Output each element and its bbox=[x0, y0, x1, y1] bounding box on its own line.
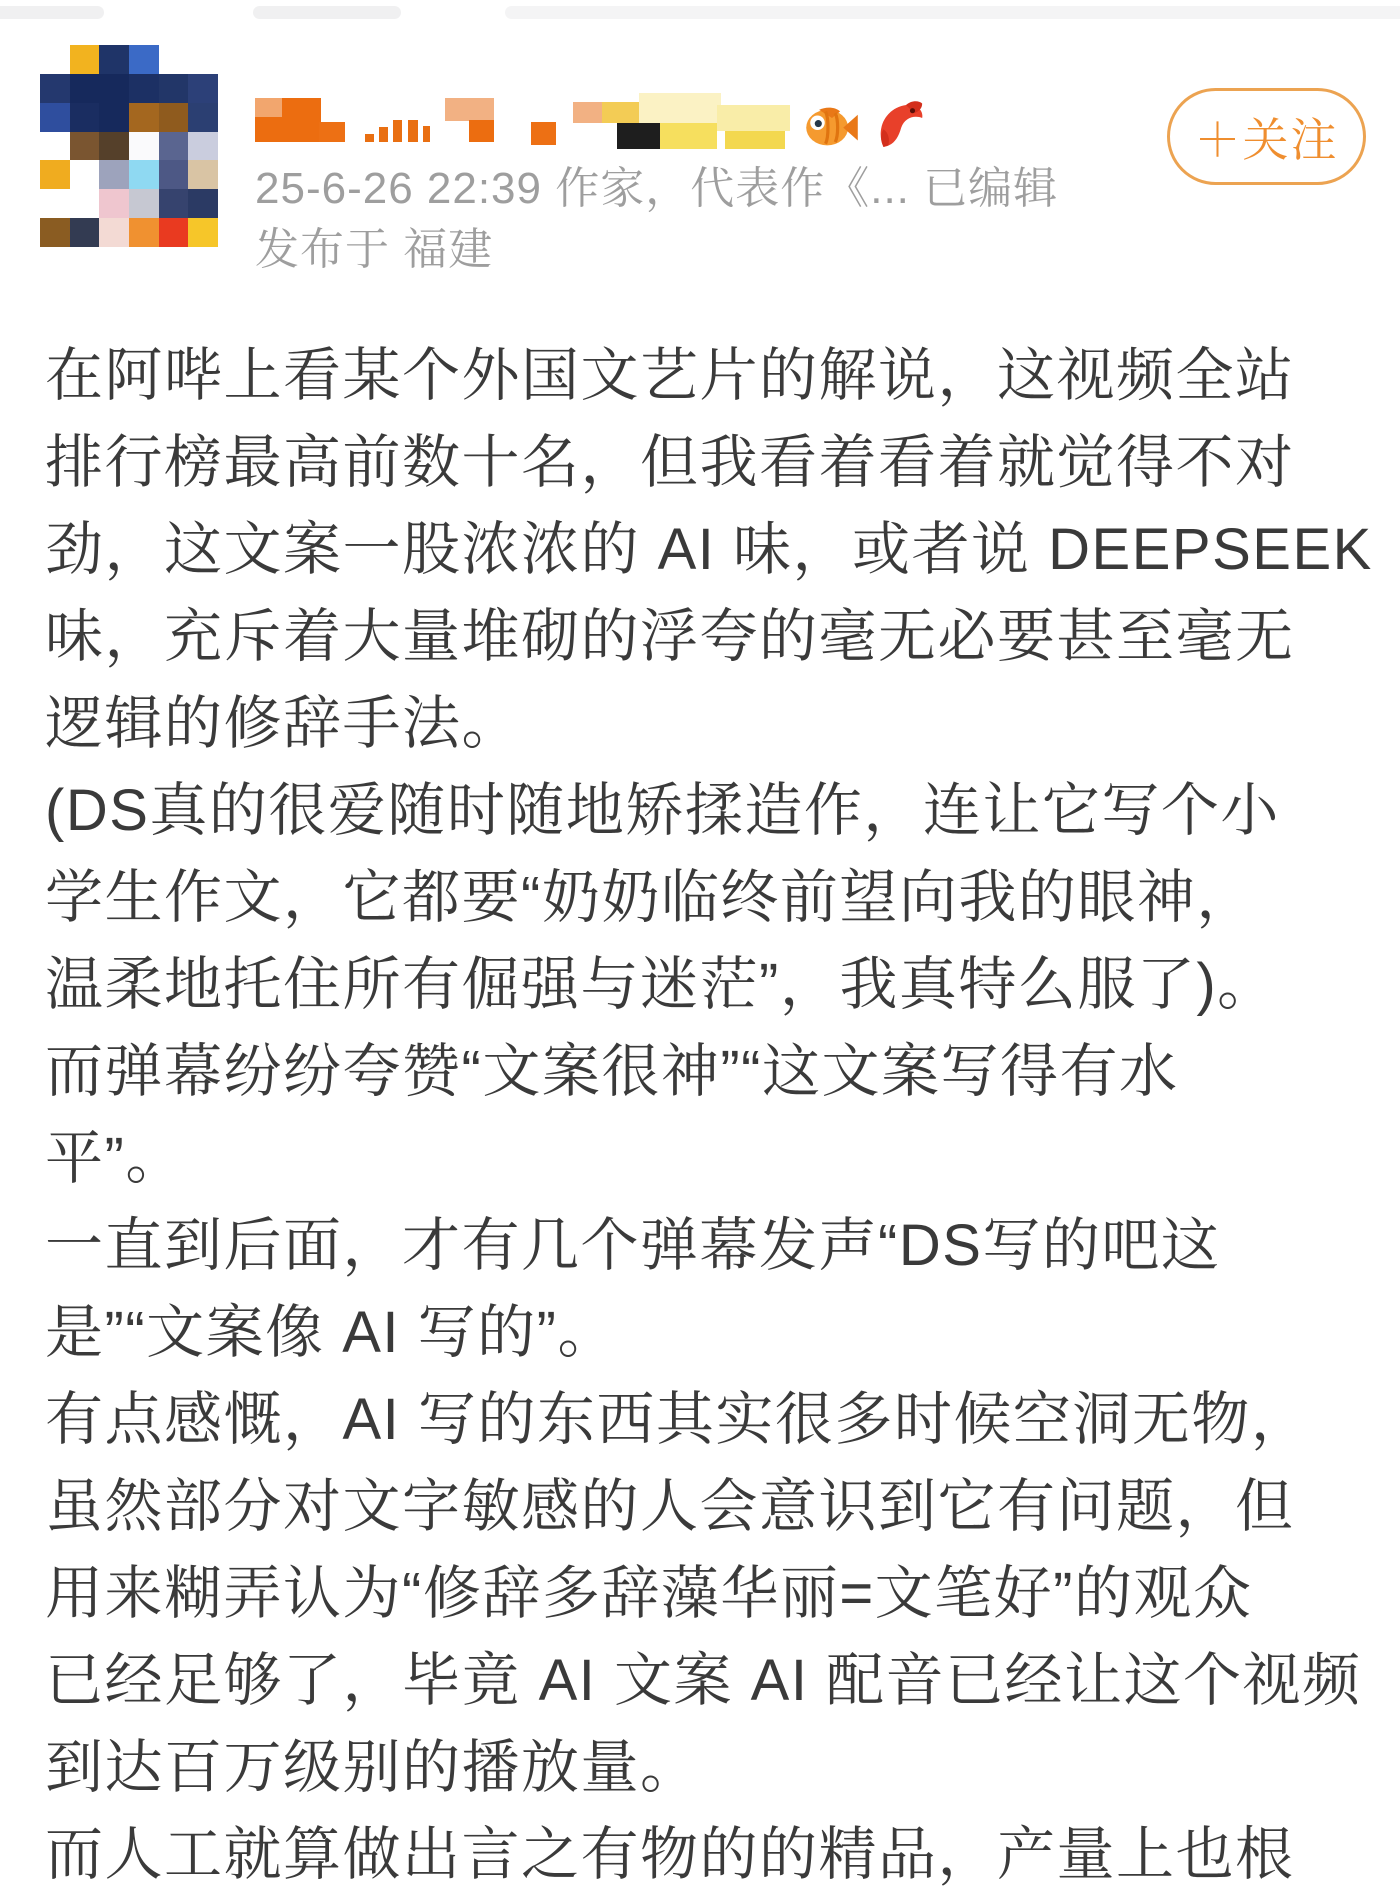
avatar-mosaic-cell bbox=[40, 103, 70, 132]
avatar-mosaic-cell bbox=[70, 45, 100, 74]
post-text-line: 已经足够了，毕竟 AI 文案 AI 配音已经让这个视频 bbox=[45, 1648, 1362, 1713]
avatar-mosaic-cell bbox=[129, 218, 159, 247]
red-fish-emoji-icon bbox=[869, 97, 927, 155]
avatar-mosaic-cell bbox=[129, 189, 159, 218]
avatar-mosaic-cell bbox=[159, 218, 189, 247]
avatar-mosaic-cell bbox=[99, 189, 129, 218]
cropped-top-bar-segment bbox=[505, 6, 1400, 19]
post-text-line: 学生作文，它都要“奶奶临终前望向我的眼神， bbox=[45, 865, 1256, 930]
avatar-mosaic-cell bbox=[70, 103, 100, 132]
post-text-line: 温柔地托住所有倔强与迷茫”，我真特么服了)。 bbox=[45, 952, 1277, 1017]
avatar-mosaic-cell bbox=[129, 74, 159, 103]
avatar-mosaic-cell bbox=[99, 218, 129, 247]
post-text-line: 虽然部分对文字敏感的人会意识到它有问题，但 bbox=[45, 1474, 1295, 1539]
cropped-top-bar-segment bbox=[253, 6, 401, 19]
post-body bbox=[45, 332, 1375, 1898]
post-text-line: 而弹幕纷纷夸赞“文案很神”“这文案写得有水 bbox=[45, 1039, 1179, 1104]
avatar-mosaic-cell bbox=[70, 160, 100, 189]
username-censor-block bbox=[725, 131, 785, 149]
avatar-mosaic-cell bbox=[40, 45, 70, 74]
avatar-mosaic-cell bbox=[70, 132, 100, 161]
tropical-fish-emoji-icon bbox=[803, 97, 861, 155]
username-censor-block bbox=[319, 122, 345, 142]
username-censor-block bbox=[617, 123, 660, 149]
avatar-mosaic-cell bbox=[188, 218, 218, 247]
avatar-mosaic-cell bbox=[70, 218, 100, 247]
username-censor-block bbox=[445, 98, 494, 121]
username-censor-block bbox=[408, 120, 418, 142]
post-location: 发布于 福建 bbox=[255, 225, 494, 274]
cropped-top-bar-segment bbox=[0, 6, 104, 19]
avatar-mosaic-cell bbox=[159, 132, 189, 161]
avatar-mosaic-cell bbox=[159, 160, 189, 189]
post-text-line: 平”。 bbox=[45, 1126, 185, 1191]
username-censor-block bbox=[660, 123, 717, 149]
avatar-mosaic-cell bbox=[129, 45, 159, 74]
avatar-mosaic-cell bbox=[40, 218, 70, 247]
avatar-mosaic-cell bbox=[159, 74, 189, 103]
post-text-line: 一直到后面，才有几个弹幕发声“DS写的吧这 bbox=[45, 1213, 1221, 1278]
username-censor-block bbox=[469, 120, 494, 142]
avatar-mosaic-cell bbox=[129, 103, 159, 132]
avatar-mosaic-cell bbox=[188, 103, 218, 132]
username-censor-block bbox=[602, 102, 639, 123]
avatar-mosaic-cell bbox=[188, 189, 218, 218]
avatar-mosaic-cell bbox=[129, 160, 159, 189]
avatar-mosaic-cell bbox=[159, 45, 189, 74]
post-text-line: 到达百万级别的播放量。 bbox=[45, 1735, 700, 1800]
avatar[interactable] bbox=[40, 45, 218, 247]
avatar-mosaic-cell bbox=[188, 74, 218, 103]
post-text-line: 逻辑的修辞手法。 bbox=[45, 691, 522, 756]
avatar-mosaic-cell bbox=[129, 132, 159, 161]
username-censor-block bbox=[531, 122, 556, 145]
avatar-mosaic-cell bbox=[159, 189, 189, 218]
avatar-mosaic-cell bbox=[70, 189, 100, 218]
post-text-line: 用来糊弄认为“修辞多辞藻华丽=文笔好”的观众 bbox=[45, 1561, 1253, 1626]
avatar-mosaic-cell bbox=[99, 74, 129, 103]
follow-button[interactable]: ＋关注 bbox=[1167, 88, 1366, 185]
username[interactable] bbox=[255, 77, 965, 163]
avatar-mosaic-cell bbox=[70, 74, 100, 103]
post-text-line: (DS真的很爱随时随地矫揉造作，连让它写个小 bbox=[45, 778, 1280, 843]
avatar-mosaic-cell bbox=[99, 103, 129, 132]
avatar-mosaic-cell bbox=[40, 189, 70, 218]
post-text-line: 劲，这文案一股浓浓的 AI 味，或者说 DEEPSEEK bbox=[45, 517, 1373, 582]
username-censor-block bbox=[393, 120, 402, 142]
avatar-mosaic-cell bbox=[188, 160, 218, 189]
username-censor-block bbox=[379, 127, 388, 142]
username-censor-block bbox=[255, 98, 282, 117]
post-timestamp-source: 25-6-26 22:39 作家，代表作《... 已编辑 bbox=[255, 164, 1059, 213]
post-text-line: 而人工就算做出言之有物的的精品，产量上也根 bbox=[45, 1822, 1295, 1887]
avatar-mosaic-cell bbox=[40, 160, 70, 189]
post-text-line: 有点感慨，AI 写的东西其实很多时候空洞无物， bbox=[45, 1387, 1311, 1452]
username-censor-block bbox=[573, 102, 602, 123]
username-censor-block bbox=[423, 126, 430, 142]
username-censor-block bbox=[639, 93, 721, 123]
avatar-mosaic-cell bbox=[99, 132, 129, 161]
post-text-line: 味，充斥着大量堆砌的浮夸的毫无必要甚至毫无 bbox=[45, 604, 1295, 669]
avatar-mosaic-cell bbox=[99, 45, 129, 74]
username-censor-block bbox=[365, 134, 374, 142]
avatar-mosaic-cell bbox=[188, 45, 218, 74]
avatar-mosaic-cell bbox=[159, 103, 189, 132]
avatar-mosaic-cell bbox=[188, 132, 218, 161]
avatar-mosaic-cell bbox=[40, 132, 70, 161]
post-text-line: 是”“文案像 AI 写的”。 bbox=[45, 1300, 617, 1365]
username-censor-block bbox=[717, 105, 790, 131]
post-text-line: 排行榜最高前数十名，但我看着看着就觉得不对 bbox=[45, 430, 1295, 495]
post-text-line: 在阿哔上看某个外国文艺片的解说，这视频全站 bbox=[45, 343, 1295, 408]
avatar-mosaic-cell bbox=[99, 160, 129, 189]
avatar-mosaic-cell bbox=[40, 74, 70, 103]
